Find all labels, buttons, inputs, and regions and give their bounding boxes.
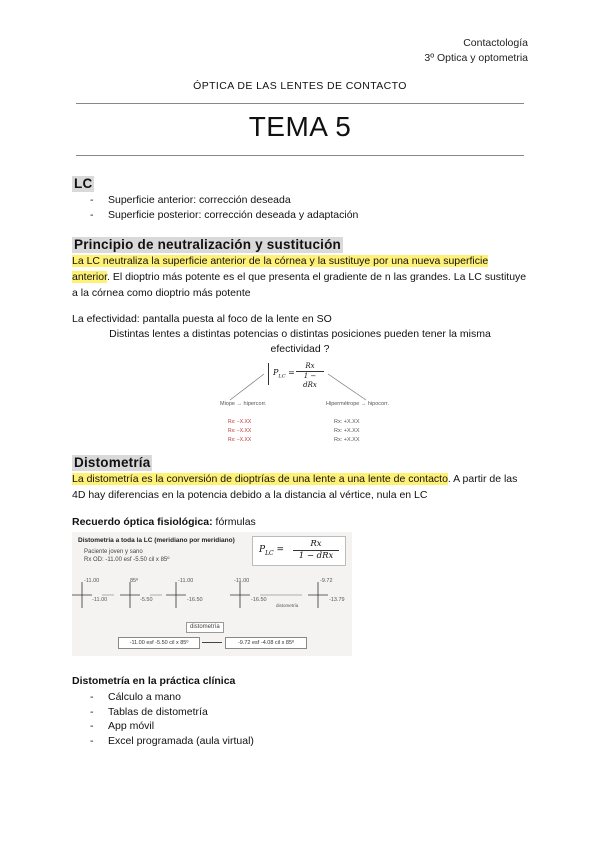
right-value: Rx: +X.XX (334, 419, 360, 425)
header-subject: Contactología (463, 37, 528, 49)
slide-formula-box (252, 536, 346, 566)
cross-side-5: -13.79 (329, 597, 345, 603)
list-item: - Cálculo a mano (72, 690, 528, 705)
cross-side-3: -16.50 (187, 597, 203, 603)
slide-formula-lhs: $P_{LC}$ = (259, 545, 285, 557)
practica-heading: Distometría en la práctica clínica (72, 675, 236, 687)
list-item: - Superficie posterior: corrección deseada y adaptación (72, 208, 528, 223)
left-value: Rx: −X.XX (228, 437, 252, 443)
header-course: 3º Optica y optometria (424, 52, 528, 64)
result-box-left: -11.00 esf -5.50 cil x 85º (118, 637, 200, 649)
section-lc-heading: LC (74, 176, 93, 191)
result-arrow (202, 642, 222, 643)
cross-top-3: -11.00 (178, 578, 194, 584)
right-value: Rx: +X.XX (334, 437, 360, 443)
efectividad-line: La efectividad: pantalla puesta al foco de la lente en SO (72, 313, 332, 325)
left-value: Rx: −X.XX (228, 428, 252, 434)
cross-distometria-label: distometría (276, 603, 299, 608)
power-crosses (72, 576, 352, 616)
section-distometria-heading: Distometría (74, 455, 151, 470)
formula-fraction: Rx 1 − dRx (296, 362, 324, 390)
principio-paragraph (72, 253, 528, 301)
distometria-highlight: La distometría es la conversión de dioptrías de una lente a una lente de contacto (72, 473, 448, 485)
recuerdo-normal: fórmulas (212, 516, 256, 528)
list-item: - Tablas de distometría (72, 705, 528, 720)
figure-left-values (228, 418, 251, 445)
distometria-slide-figure (72, 532, 352, 656)
slide-rx: Rx OD: -11.00 esf -5.50 cil x 85º (84, 557, 170, 563)
cross-top-4: -11.00 (234, 578, 250, 584)
left-value: Rx: −X.XX (228, 419, 252, 425)
figure-right-values (334, 418, 360, 445)
tema-title: TEMA 5 (248, 111, 352, 142)
result-box-right: -9.72 esf -4.08 cil x 85º (225, 637, 307, 649)
title-divider-top (76, 103, 524, 104)
distometria-rest: . A partir de las 4D hay diferencias en la potencia debido a la distancia al vértice, nula en LC (72, 473, 518, 501)
cross-side-2: -5.50 (140, 597, 153, 603)
distometria-box-label: distometría (186, 622, 224, 633)
recuerdo-line (72, 514, 528, 530)
cross-side-1: -11.00 (92, 597, 108, 603)
document-title: ÓPTICA DE LAS LENTES DE CONTACTO (193, 80, 407, 92)
practica-list (72, 690, 528, 748)
slide-title: Distometría a toda la LC (meridiano por meridiano) (78, 537, 235, 544)
cross-side-4: -16.50 (251, 597, 267, 603)
slide-patient: Paciente joven y sano (84, 549, 143, 555)
efectividad-question: Distintas lentes a distintas potencias o distintas posiciones pueden tener la misma efectividad ? (109, 328, 491, 355)
list-item: - App móvil (72, 719, 528, 734)
title-divider-bottom (76, 155, 524, 156)
figure-right-label: Hipermétrope → hipocorr. (326, 401, 389, 407)
section-principio-heading: Principio de neutralización y sustitución (74, 237, 341, 252)
list-item: - Superficie anterior: corrección deseada (72, 193, 528, 208)
list-item: - Excel programada (aula virtual) (72, 734, 528, 749)
formula-lhs: $P_{LC}$ = (273, 368, 295, 380)
principio-rest: . El dioptrio más potente es el que presenta el gradiente de n las grandes. La LC sustituye a la córnea como dioptrio más potente (72, 271, 527, 299)
cross-top-1: -11.00 (84, 578, 100, 584)
distometria-paragraph (72, 471, 528, 503)
figure-left-label: Miope → hipercorr. (220, 401, 267, 407)
slide-formula-fraction: Rx 1 − dRx (293, 539, 339, 562)
efectividad-figure (216, 360, 401, 444)
cross-top-5: -9.72 (320, 578, 333, 584)
lc-list (72, 193, 528, 222)
principio-highlight: La LC neutraliza la superficie anterior de la córnea y la sustituye por una nueva superficie anterior (72, 255, 489, 283)
recuerdo-bold: Recuerdo óptica fisiológica: (72, 516, 213, 528)
right-value: Rx: +X.XX (334, 428, 360, 434)
cross-top-2: 85º (130, 578, 139, 584)
